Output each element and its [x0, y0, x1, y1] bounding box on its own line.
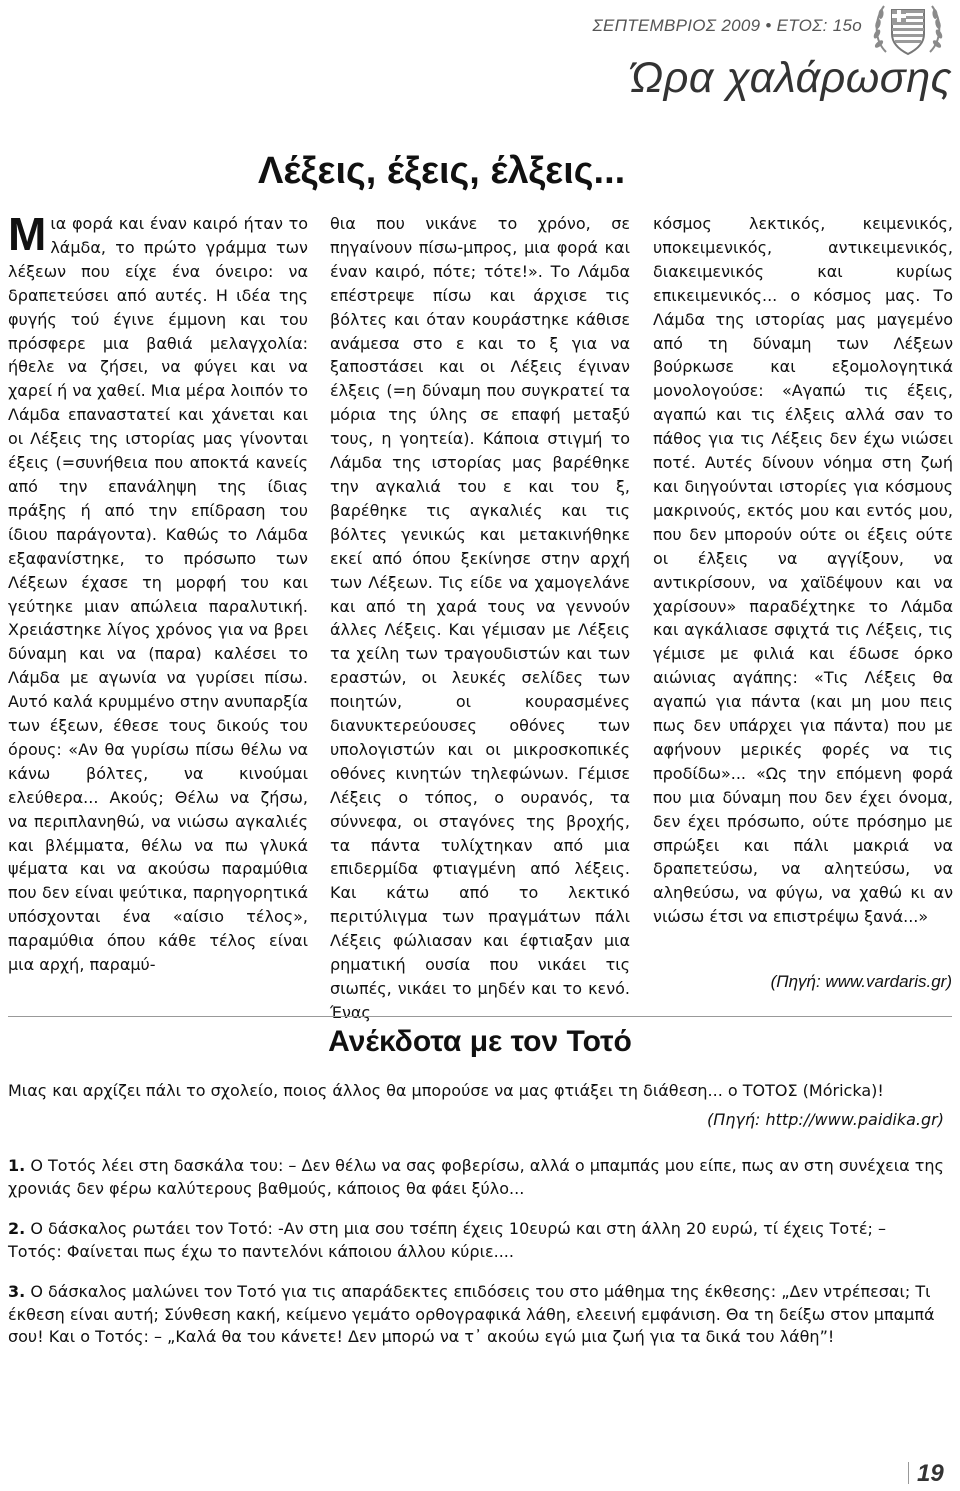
article-source: (Πηγή: www.vardaris.gr) — [770, 972, 952, 991]
issue-date: ΣΕΠΤΕΜΒΡΙΟΣ 2009 • ΕΤΟΣ: 15ο — [592, 16, 862, 35]
column-2-text: θια που νικάνε το χρόνο, σε πηγαίνουν πίσω-μπρος, μια φορά και έναν καιρό, πότε; τότε!». Το Λάμδα επέστρεψε πίσω και άρχισε τις βόλτες και όταν κουράστηκε κάθισε ανάμεσα στο ε και το ξ για να ξαποστάσει και οι Λέξεις έγιναν έλξεις (=η δύναμη που συγκρατεί τα μόρια της ύλης σε επαφή μεταξύ τους, η γοητεία). Κάποια στιγμή το Λάμδα της ιστορίας μας βαρέθηκε την αγκαλιά του ε και του ξ, βαρέθηκε τις αγκαλιές και τις βόλτες γενικώς και μετακινήθηκε εκεί από όπου ξεκίνησε στην αρχή των Λέξεων. Τις είδε να χαμογελάνε και από τη χαρά τους να γεννούν άλλες Λέξεις. Και γέμισαν με Λέξεις τα χείλη των τραγουδιστών και των εραστών, οι λευκές σελίδες των ποιητών, οι κουρασμένες διανυκτερεύουσες οθόνες των υπολογιστών και οι μικροσκοπικές οθόνες κινητών τηλεφώνων. Γέμισε Λέξεις ο τόπος, ο ουρανός, τα σύννεφα, οι σταγόνες της βροχής, τα πάντα τυλίχτηκαν από μια επιδερμίδα φτιαγμένη από λέξεις. Και κάτω από το λεκτικό περιτύλιγμα των πραγμάτων πάλι Λέξεις φώλιασαν και έφτιαξαν μια ρηματική ουσία που νικάει τις σιωπές, νικάει το μηδέν και το κενό. Ένας — [330, 214, 630, 1022]
section-divider — [8, 1016, 952, 1017]
joke-2-number: 2. — [8, 1219, 26, 1238]
anecdotes-intro: Μιας και αρχίζει πάλι το σχολείο, ποιος άλλος θα μπορούσε να μας φτιάξει τη διάθεση... ο ΤΟΤΟΣ (Mόricka)! — [8, 1081, 884, 1100]
joke-2 — [8, 1218, 944, 1263]
page-number-divider — [908, 1462, 909, 1484]
joke-1 — [8, 1155, 944, 1200]
joke-1-text: Ο Τοτός λέει στη δασκάλα του: – Δεν θέλω να σας φοβερίσω, αλλά ο μπαμπάς μου είπε, πως αν στη συνέχεια της χρονιάς δεν φέρω καλύτερους βαθμούς, κάποιος θα φάει ξύλο... — [8, 1156, 944, 1198]
joke-3-number: 3. — [8, 1282, 26, 1301]
article-column-1 — [8, 208, 308, 977]
article-column-3 — [653, 212, 953, 929]
joke-2-text: Ο δάσκαλος ρωτάει τον Τοτό: -Αν στη μια σου τσέπη έχεις 10ευρώ και στη άλλη 20 ευρώ, τί έχεις Τοτέ; – Τοτός: Φαίνεται πως έχω το παντελόνι κάποιου άλλου κύριε.... — [8, 1219, 886, 1261]
greek-flag-laurel-emblem-icon — [868, 0, 948, 60]
column-3-text: κόσμος λεκτικός, κειμενικός, υποκειμενικός, αντικειμενικός, διακειμενικός και κυρίως επικειμενικός... ο κόσμος μας. Το Λάμδα της ιστορίας μας μαγεμένο από τη δύναμη των Λέξεων βούρκωσε και εξομολογητικά μονολογούσε: «Αγαπώ τις έξεις, αγαπώ και τις έλξεις αλλά σαν το πάθος για τις Λέξεις δεν έχω νιώσει ποτέ. Αυτές δίνουν νόημα στη ζωή και διηγούνται ιστορίες για κόσμους μακρινούς, εκτός μου και εντός μου, που δεν μπορούν ούτε οι έξεις ούτε οι έλξεις να αγγίξουν, να αντικρίσουν, να χαϊδέψουν και να χαρίσουν» παραδέχτηκε το Λάμδα και αγκάλιασε σφιχτά τις Λέξεις, τις γέμισε με φιλιά και έδωσε όρκο αιώνιας αγάπης: «Τις Λέξεις θα αγαπώ για πάντα (και μη μου πεις πως δεν υπάρχει για πάντα) που με αφήνουν μερικές φορές να τις προδίδω»... «Ως την επόμενη φορά που μια δύναμη που δεν έχει όνομα, δεν έχει πρόσωπο, ούτε πρόσημο με σπρώξει και πάλι μακριά να δραπετεύσω, να αλητεύσω, να αληθεύσω, να φύγω, να χαθώ κι αν νιώσω έτσι να επιστρέψω ξανά...» — [653, 214, 953, 927]
page-number: 19 — [917, 1460, 944, 1487]
joke-3-text: Ο δάσκαλος μαλώνει τον Τοτό για τις απαράδεκτες επιδόσεις του στο μάθημα της έκθεσης: „Δεν ντρέπεσαι; Τι έκθεση είναι αυτή; Σύνθεση κακή, κείμενο γεμάτο ορθογραφικά λάθη, ελεεινή εμφάνιση. Θα τη δείξω στον μπαμπά σου! Και ο Τοτός: – „Καλά θα του κάνετε! Δεν μπορώ να τ᾽ ακούω εγώ μια ζωή για τα δικά του λάθη”! — [8, 1282, 935, 1346]
drop-cap: Μ — [8, 208, 47, 260]
joke-3 — [8, 1281, 944, 1349]
anecdotes-title: Ανέκδοτα με τον Τοτό — [328, 1025, 632, 1058]
article-title: Λέξεις, έξεις, έλξεις... — [258, 150, 626, 192]
joke-1-number: 1. — [8, 1156, 26, 1175]
anecdotes-source: (Πηγή: http://www.paidika.gr) — [707, 1109, 944, 1129]
column-1-text: ια φορά και έναν καιρό ήταν το λάμδα, το πρώτο γράμμα των λέξεων που είχε ένα όνειρο: να δραπετεύσει από αυτές. Η ιδέα της φυγής τού έγινε έμμονη και του πρόσφερε μια βαθιά μελαγχολία: ήθελε να ζήσει, να φύγει και να χαρεί ή να χαθεί. Μια μέρα λοιπόν το Λάμδα επαναστατεί και χάνεται και οι Λέξεις της ιστορίας μας γίνονται έξεις (=συνήθεια που αποκτά κανείς από την επανάληψη της ίδιας πράξης ή από την επίδραση του ίδιου παράγοντα). Καθώς το Λάμδα εξαφανίστηκε, το πρόσωπο των Λέξεων έχασε τη μορφή του και γεύτηκε μιαν απώλεια παραλυτική. Χρειάστηκε λίγος χρόνος για να βρει δύναμη και να (παρα) καλέσει το Λάμδα με αγωνία να γυρίσει πίσω. Αυτό καλά κρυμμένο στην ανυπαρξία των έξεων, έθεσε τους δικούς του όρους: «Αν θα γυρίσω πίσω θέλω να κάνω βόλτες, να κινούμαι ελεύθερα... Ακούς; Θέλω να ζήσω, να περιπλανηθώ, να νιώσω αγκαλιές και βλέμματα, θέλω να πω γλυκά ψέματα και να ακούσω παραμύθια που δεν είναι ψεύτικα, παρηγορητικά υπόσχονται ένα «αίσιο τέλος», παραμύθια όπου κάθε τέλος είναι μια αρχή, παραμύ- — [8, 214, 308, 975]
anecdotes-body — [8, 1080, 944, 1367]
section-title: Ώρα χαλάρωσης — [629, 54, 952, 102]
article-column-2 — [330, 212, 630, 1025]
